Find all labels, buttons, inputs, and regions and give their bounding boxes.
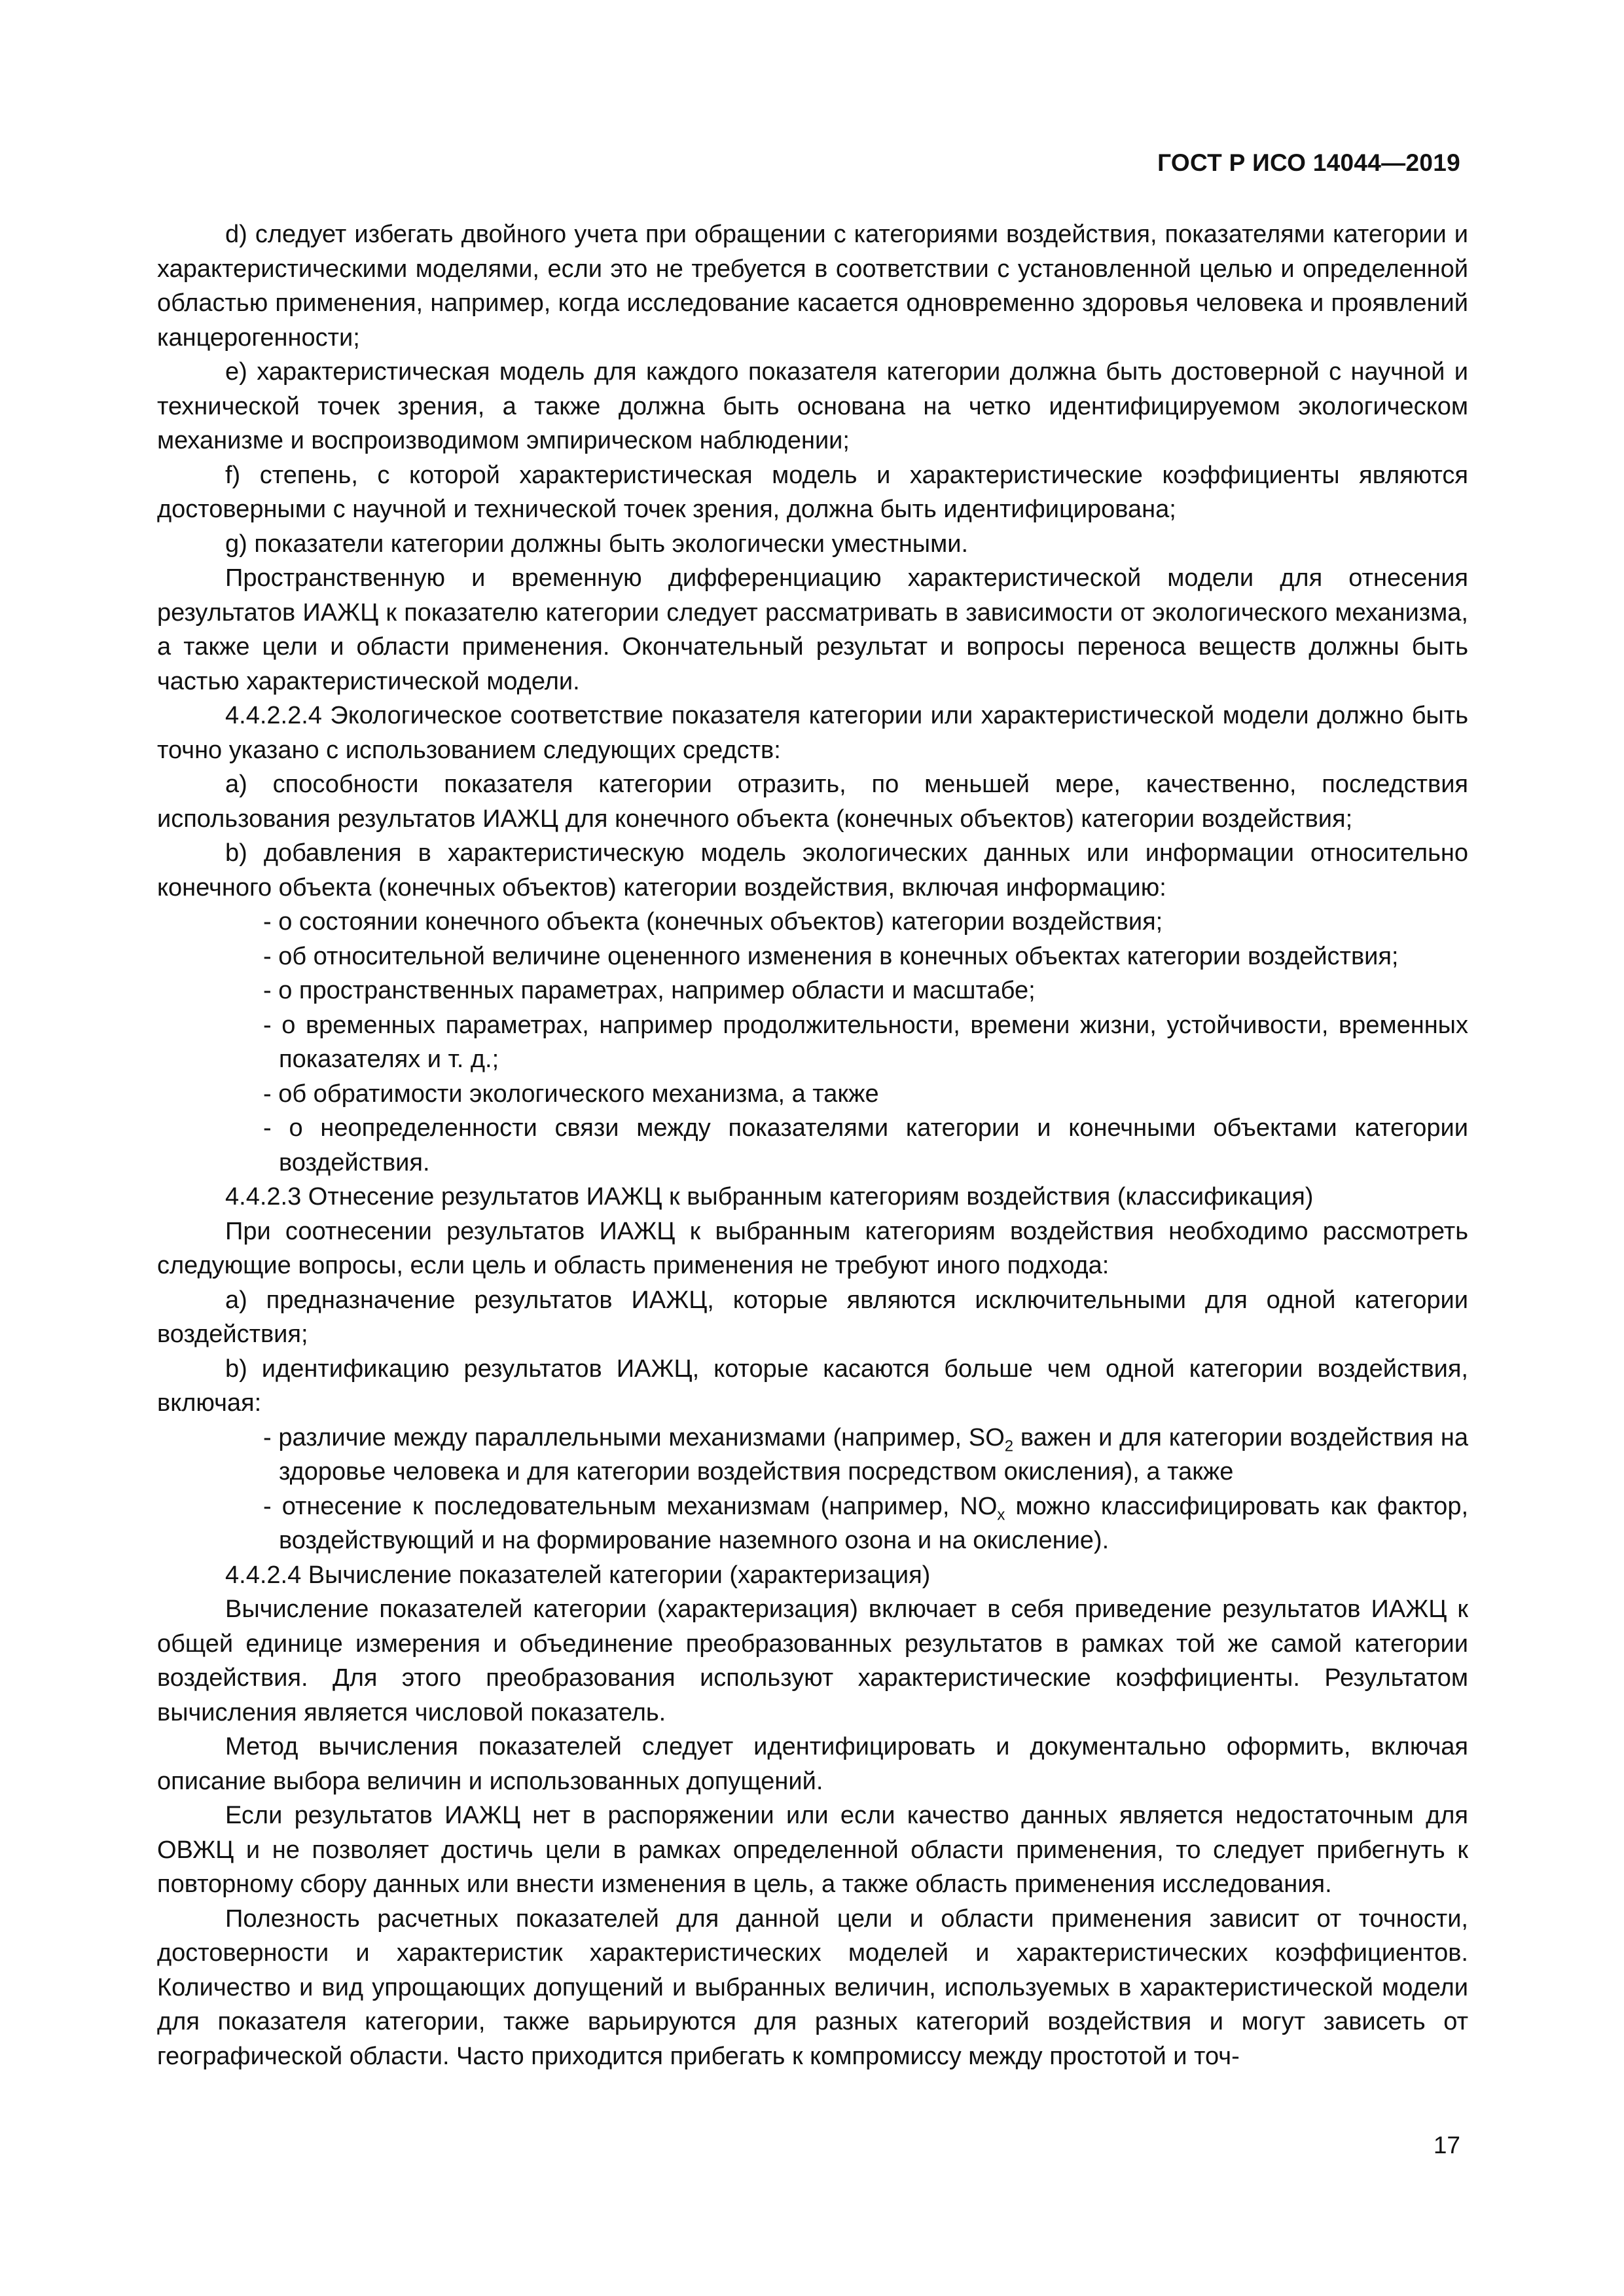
list-item-text: можно классифицировать как фактор, воздействующий и на формирование наземного озона и на окисление). — [279, 1492, 1469, 1554]
paragraph-method: Метод вычисления показателей следует идентифицировать и документально оформить, включая описание выбора величин и использованных допущений. — [157, 1733, 1468, 1795]
section-4-4-2-3: 4.4.2.3 Отнесение результатов ИАЖЦ к выбранным категориям воздействия (классификация) — [225, 1183, 1314, 1211]
paragraph-b-identification: b) идентификацию результатов ИАЖЦ, которые касаются больше чем одной категории воздействия, включая: — [157, 1355, 1468, 1417]
list-item-text: - различие между параллельными механизмами (например, SO — [263, 1423, 1005, 1451]
section-4-4-2-2-4: 4.4.2.2.4 Экологическое соответствие показателя категории или характеристической модели должно быть точно указано с использованием следующих средств: — [157, 702, 1468, 764]
list-item-text: важен и для категории воздействия на здоровье человека и для категории воздействия посредством окисления), а также — [279, 1423, 1468, 1485]
list-item — [157, 1489, 1468, 1558]
paragraph-e: e) характеристическая модель для каждого показателя категории должна быть достоверной с научной и технической точек зрения, а также должна быть основана на четко идентифицируемом экологическом механизме и воспроизводимом эмпирическом наблюдении; — [157, 358, 1468, 454]
paragraph-usefulness: Полезность расчетных показателей для данной цели и области применения зависит от точности, достоверности и характеристик характеристических моделей и характеристических коэффициентов. Количество и вид упрощающих допущений и выбранных величин, используемых в характеристической модели для показателя категории, также варьируются для разных категорий воздействия и могут зависеть от географической области. Часто приходится прибегать к компромиссу между простотой и точ- — [157, 1904, 1468, 2070]
page-number: 17 — [1433, 2132, 1460, 2159]
list-item — [157, 1421, 1468, 1489]
paragraph-g: g) показатели категории должны быть экологически уместными. — [225, 530, 969, 558]
section-4-4-2-4: 4.4.2.4 Вычисление показателей категории (характеризация) — [225, 1561, 931, 1589]
paragraph-a-ability: a) способности показателя категории отразить, по меньшей мере, качественно, последствия использования результатов ИАЖЦ для конечного объекта (конечных объектов) категории воздействия; — [157, 771, 1468, 833]
info-list — [157, 905, 1468, 1180]
paragraph-classification-intro: При соотнесении результатов ИАЖЦ к выбранным категориям воздействия необходимо рассмотреть следующие вопросы, если цель и область применения не требуют иного подхода: — [157, 1217, 1468, 1279]
paragraph-b-adding: b) добавления в характеристическую модель экологических данных или информации относительно конечного объекта (конечных объектов) категории воздействия, включая информацию: — [157, 839, 1468, 902]
paragraph-differentiation: Пространственную и временную дифференциацию характеристической модели для отнесения результатов ИАЖЦ к показателю категории следует рассматривать в зависимости от экологического механизма, а также цели и области применения. Окончательный результат и вопросы переноса веществ должны быть частью характеристической модели. — [157, 564, 1468, 695]
mechanism-list — [157, 1421, 1468, 1558]
subscript: 2 — [1004, 1437, 1014, 1455]
document-header: ГОСТ Р ИСО 14044—2019 — [1157, 149, 1460, 176]
paragraph-data-quality: Если результатов ИАЖЦ нет в распоряжении или если качество данных является недостаточным для ОВЖЦ и не позволяет достичь цели в рамках определенной области применения, то следует прибегнуть к повторному сбору данных или внести изменения в цель, а также область применения исследования. — [157, 1802, 1468, 1898]
paragraph-d: d) следует избегать двойного учета при обращении с категориями воздействия, показателями категории и характеристическими моделями, если это не требуется в соответствии с установленной целью и определенной областью применения, например, когда исследование касается одновременно здоровья человека и проявлений канцерогенности; — [157, 221, 1468, 352]
list-item: - о пространственных параметрах, например области и масштабе; — [263, 977, 1036, 1004]
document-body — [157, 217, 1468, 2073]
paragraph-characterization: Вычисление показателей категории (характеризация) включает в себя приведение результатов ИАЖЦ к общей единице измерения и объединение преобразованных результатов в рамках той же самой категории воздействия. Для этого преобразования используют характеристические коэффициенты. Результатом вычисления является числовой показатель. — [157, 1595, 1468, 1726]
list-item: - об относительной величине оцененного изменения в конечных объектах категории воздействия; — [263, 942, 1399, 970]
paragraph-a-assignment: a) предназначение результатов ИАЖЦ, которые являются исключительными для одной категории воздействия; — [157, 1286, 1468, 1348]
list-item: - о состоянии конечного объекта (конечных объектов) категории воздействия; — [263, 908, 1163, 936]
list-item-text: - отнесение к последовательным механизмам (например, NO — [263, 1492, 998, 1520]
list-item: - о временных параметрах, например продолжительности, времени жизни, устойчивости, временных показателях и т. д.; — [263, 1011, 1468, 1073]
list-item: - о неопределенности связи между показателями категории и конечными объектами категории воздействия. — [263, 1114, 1468, 1176]
paragraph-f: f) степень, с которой характеристическая модель и характеристические коэффициенты являются достоверными с научной и технической точек зрения, должна быть идентифицирована; — [157, 461, 1468, 523]
subscript: x — [997, 1506, 1005, 1524]
list-item: - об обратимости экологического механизма, а также — [263, 1080, 879, 1108]
